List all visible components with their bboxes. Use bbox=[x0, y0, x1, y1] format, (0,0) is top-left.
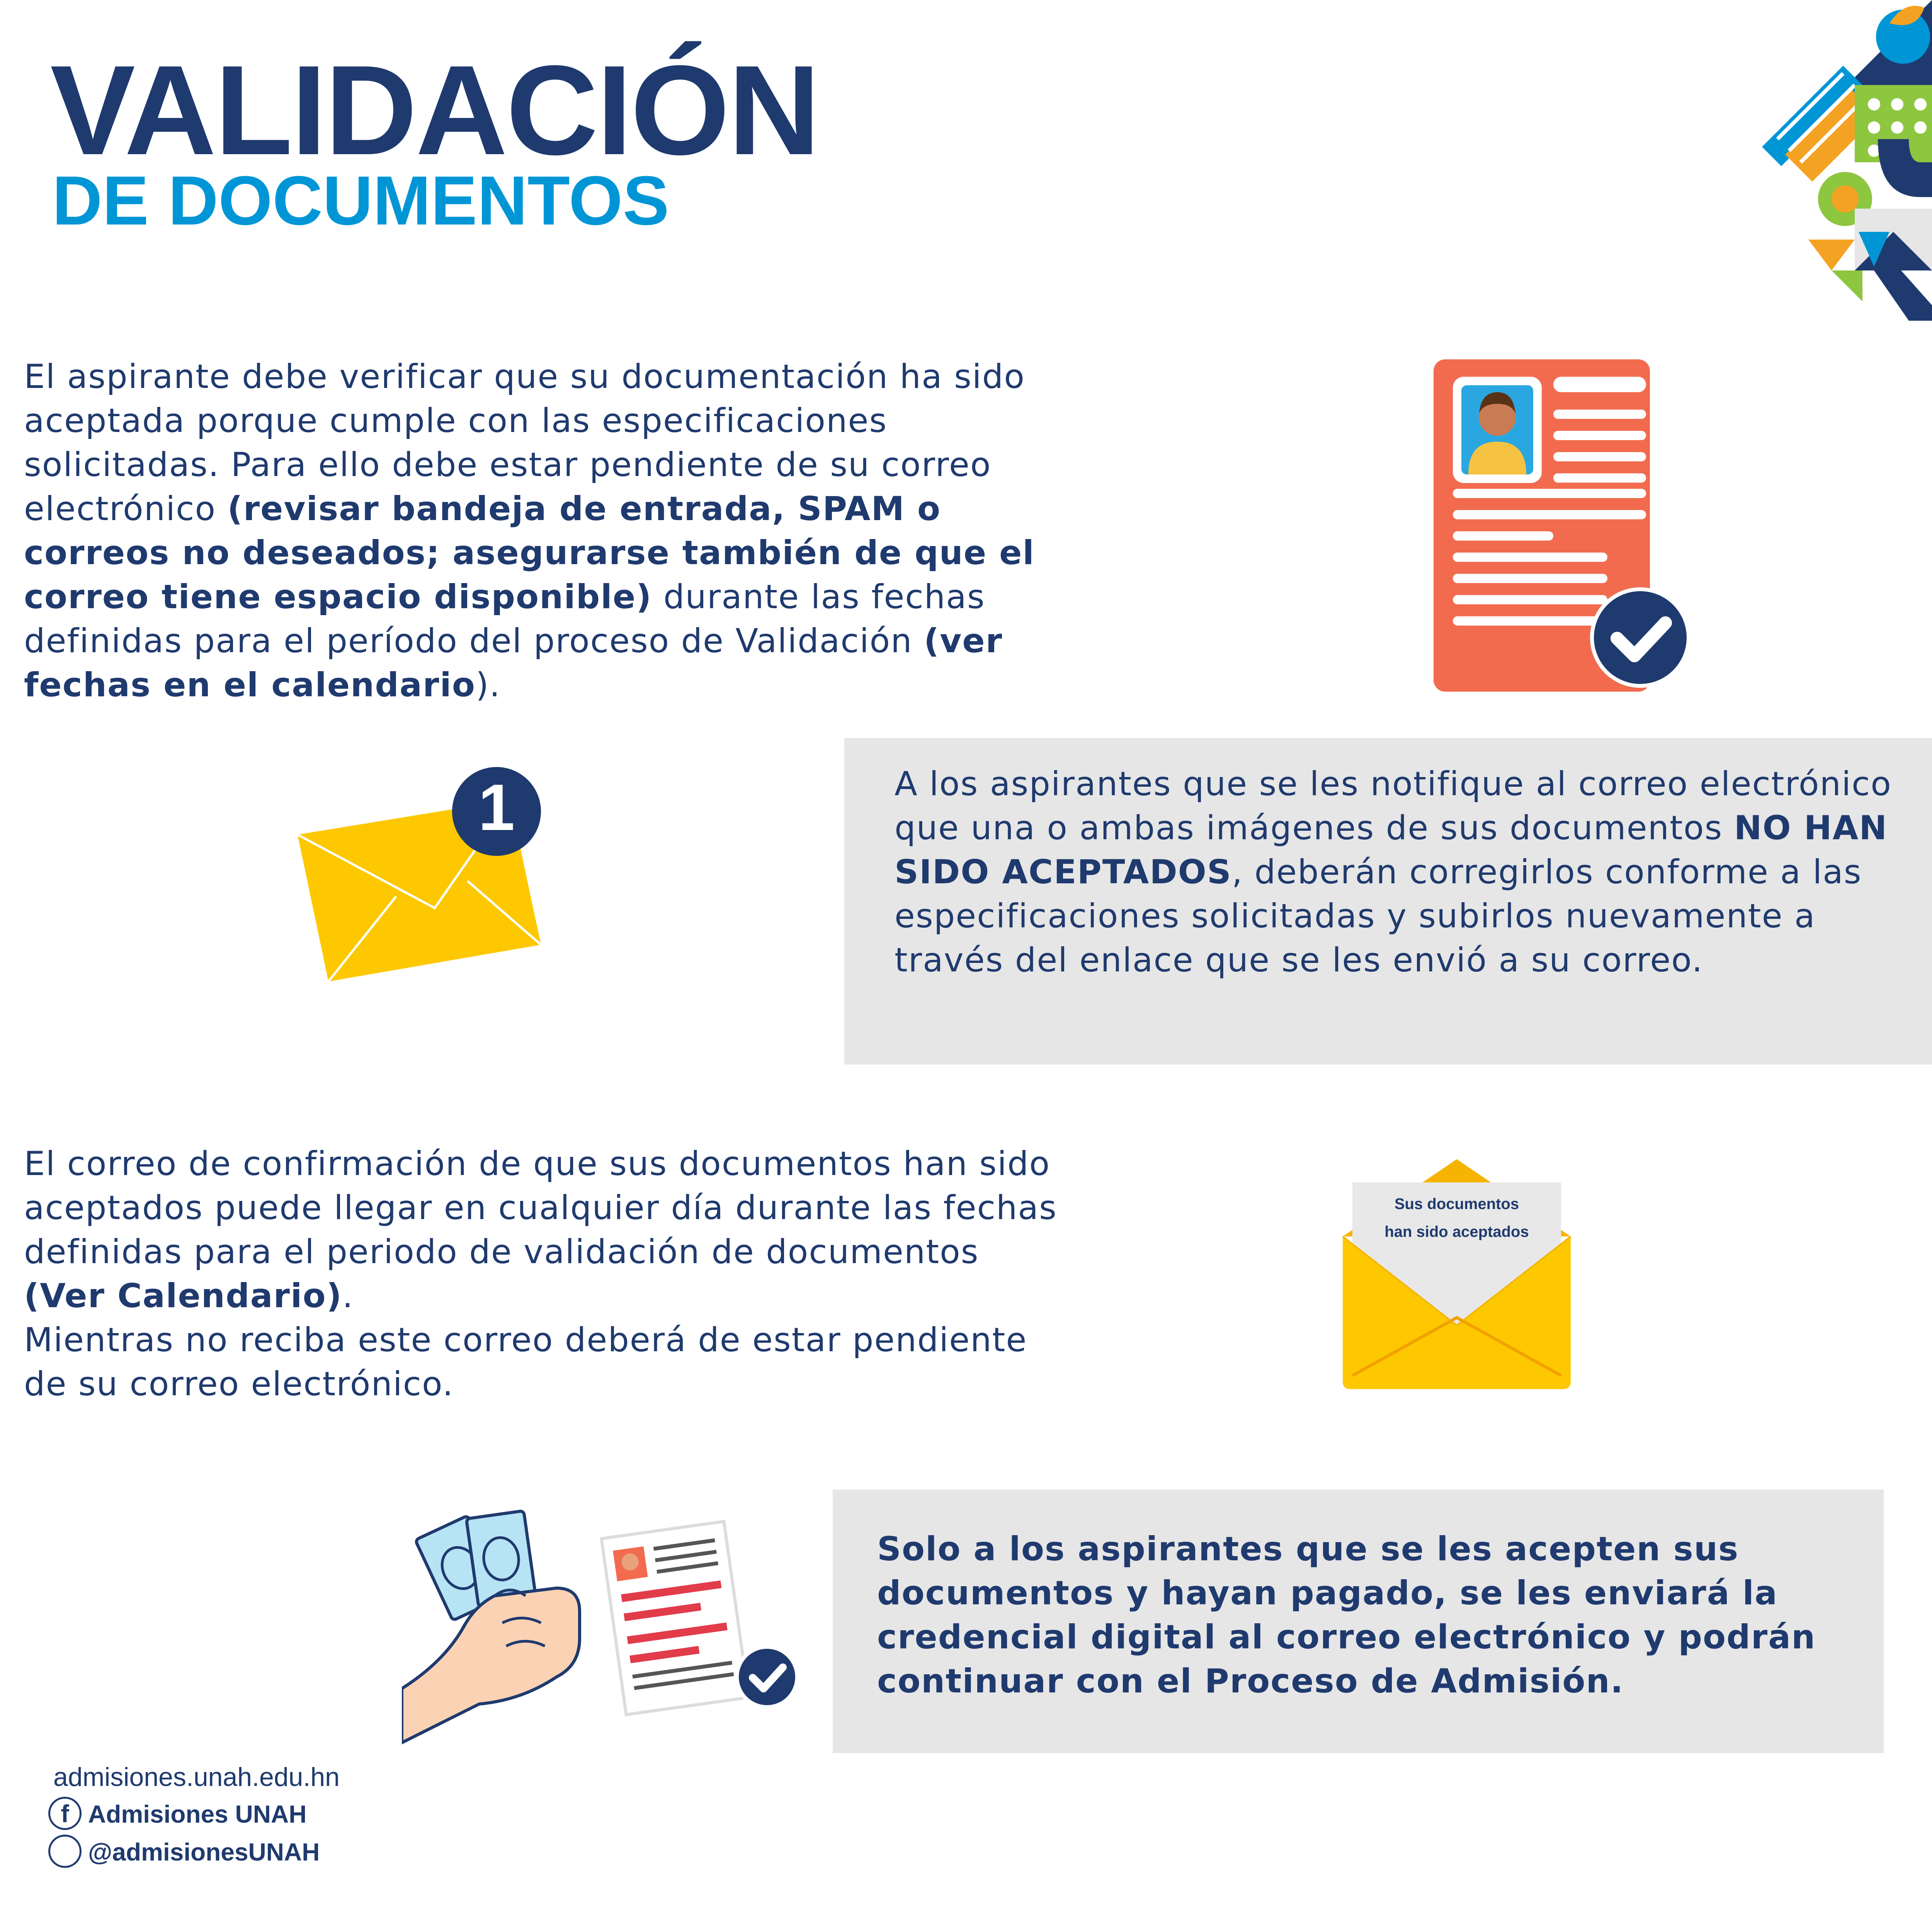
approved-document-icon bbox=[1430, 359, 1692, 696]
section2-text: A los aspirantes que se les notifique al correo electrónico que una o ambas imágenes de sus documentos NO HAN SIDO ACEPTADOS, deberán corregirlos conforme a las especificaciones solicitadas y subirlos nuevamente a través del enlace que se les envió a su correo. bbox=[895, 765, 1892, 980]
payment-and-document-icon bbox=[402, 1507, 808, 1747]
page-title: VALIDACIÓN bbox=[50, 39, 819, 181]
facebook-icon[interactable]: f bbox=[48, 1797, 82, 1830]
instagram-link[interactable]: @admisionesUNAH bbox=[88, 1838, 320, 1866]
section4-text: Solo a los aspirantes que se les acepten sus documentos y hayan pagado, se les enviará la credencial digital al correo electrónico y podrán continuar con el Proceso de Admisión. bbox=[877, 1530, 1816, 1701]
decorative-pattern-icon bbox=[1762, 0, 1932, 321]
instagram-icon[interactable] bbox=[48, 1835, 82, 1868]
facebook-link[interactable]: Admisiones UNAH bbox=[88, 1800, 307, 1828]
section1-text: El aspirante debe verificar que su documentación ha sido aceptada porque cumple con las especificaciones solicitadas. Para ello debe estar pendiente de su correo electrónico (revisar bandeja de entrada, SPAM o correos no deseados; asegurarse también de que el correo tiene espacio disponible) durante las fechas definidas para el período del proceso de Validación (ver fechas en el calendario). bbox=[24, 357, 1035, 704]
notification-badge: 1 bbox=[478, 771, 515, 844]
section3-text: El correo de confirmación de que sus documentos han sido aceptados puede llegar en cualquier día durante las fechas definidas para el periodo de validación de documentos (Ver Calendario). Mientras no reciba este correo deberá de estar pendiente de su correo electrónico. bbox=[24, 1145, 1057, 1403]
letter-text: Sus documentos han sido aceptados bbox=[1384, 1196, 1529, 1240]
website-link[interactable]: admisiones.unah.edu.hn bbox=[53, 1762, 340, 1792]
page-subtitle: DE DOCUMENTOS bbox=[52, 162, 669, 240]
